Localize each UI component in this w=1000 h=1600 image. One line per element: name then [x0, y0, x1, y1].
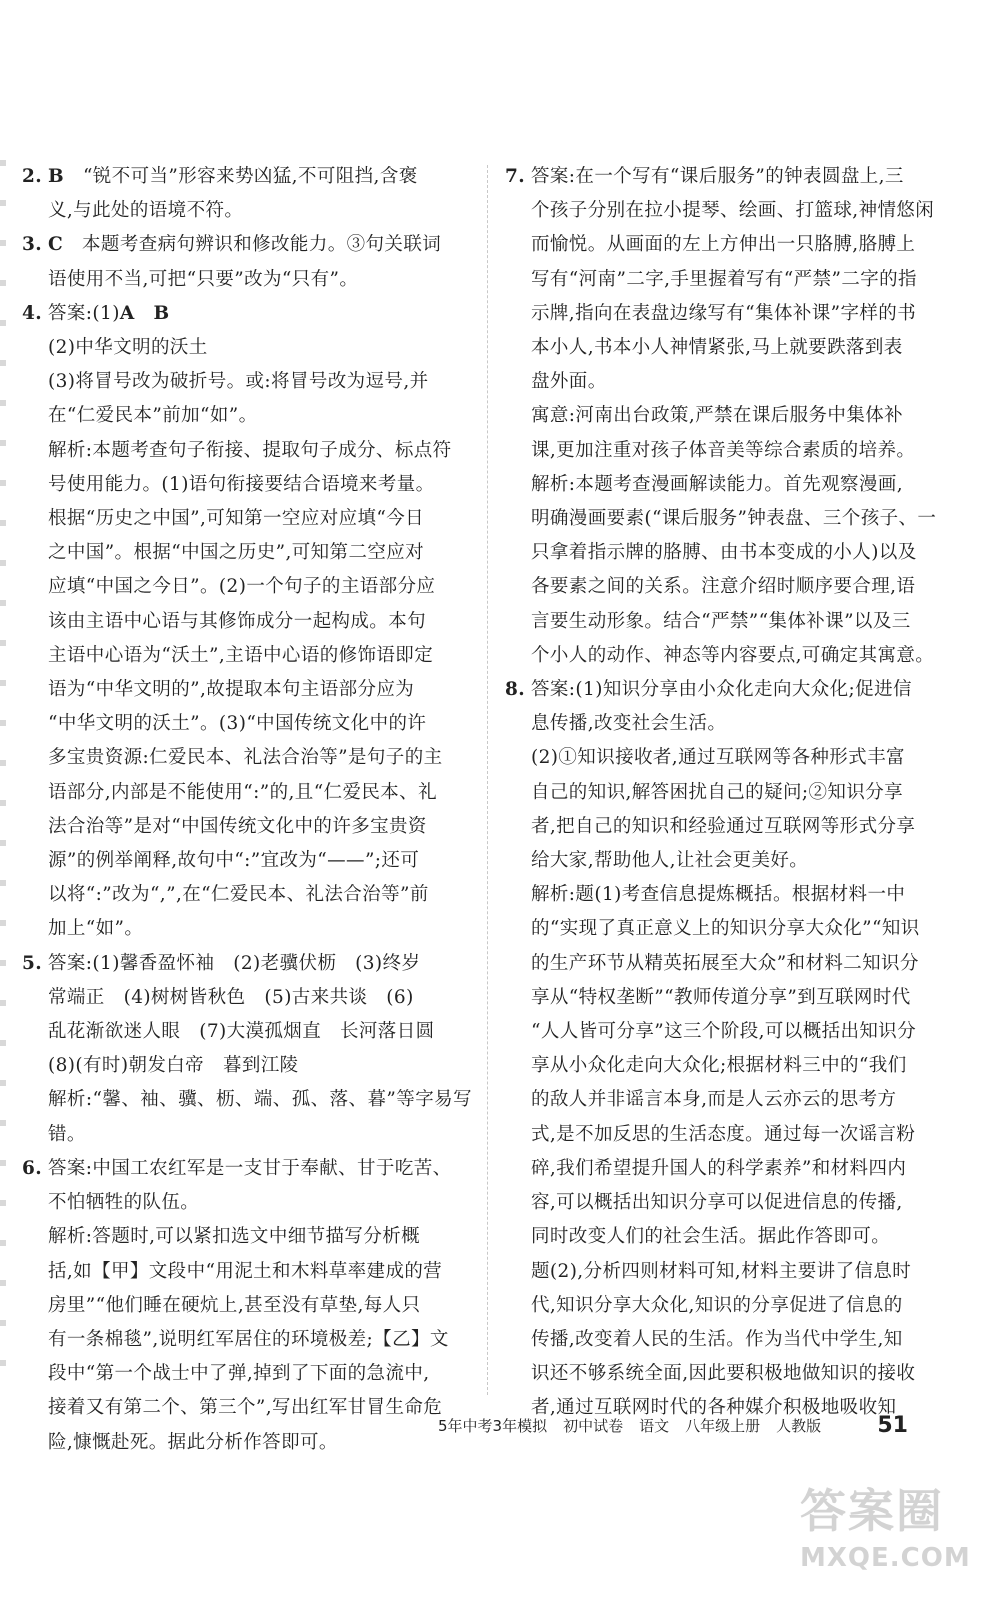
text-line: [22, 1289, 472, 1323]
line-text: 盘外面。: [531, 371, 607, 393]
text-line: [22, 399, 472, 433]
question-number: 2.: [22, 166, 43, 187]
text-line: [505, 947, 965, 981]
text-line: [505, 844, 965, 878]
text-line: [22, 297, 472, 331]
text-line: [22, 263, 472, 297]
line-text: “锐不可当”形容来势凶猛,不可阻挡,含褒: [82, 166, 418, 187]
footer-grade: 八年级上册: [685, 1416, 761, 1435]
line-text: 主语中心语为“沃土”,主语中心语的修饰语即定: [48, 644, 434, 666]
page-footer: [438, 1410, 908, 1440]
line-text: 者,把自己的知识和经验通过互联网等形式分享: [531, 815, 916, 837]
line-text: 解析:本题考查句子衔接、提取句子成分、标点符: [48, 439, 452, 461]
line-text: 传播,改变着人民的生活。作为当代中学生,知: [531, 1328, 903, 1350]
watermark-en: MXQE.COM: [800, 1543, 971, 1573]
question-number: 8.: [505, 679, 526, 701]
line-text: 示牌,指向在表盘边缘写有“集体补课”字样的书: [531, 302, 917, 324]
text-line: [22, 810, 472, 844]
text-line: [505, 1152, 965, 1186]
text-line: [505, 570, 965, 604]
line-text: 寓意:河南出台政策,严禁在课后服务中集体补: [531, 405, 904, 427]
line-text: 源”的例举阐释,故句中“:”宜改为“——”;还可: [48, 850, 420, 872]
text-line: [505, 776, 965, 810]
line-text: 不怕牺牲的队伍。: [48, 1192, 200, 1214]
line-text: 段中“第一个战士中了弹,掉到了下面的急流中,: [48, 1363, 430, 1385]
text-line: [22, 160, 472, 194]
line-text: 而愉悦。从画面的左上方伸出一只胳膊,胳膊上: [531, 234, 916, 256]
text-line: [505, 1255, 965, 1289]
line-text: 答案:(1)知识分享由小众化走向大众化;促进信: [531, 679, 912, 701]
text-line: [22, 707, 472, 741]
line-text: 答案:在一个写有“课后服务”的钟表圆盘上,三: [531, 166, 904, 187]
text-line: [505, 741, 965, 775]
line-text: 在“仁爱民本”前加“如”。: [48, 405, 258, 427]
text-line: [22, 1083, 472, 1151]
text-line: [22, 1323, 472, 1357]
text-line: [505, 981, 965, 1015]
line-text: 言要生动形象。结合“严禁”“集体补课”以及三: [531, 610, 911, 632]
line-text: 本题考查病句辨识和修改能力。③句关联词: [82, 234, 442, 256]
left-column: [22, 160, 472, 1460]
line-text: 享从小众化走向大众化;根据材料三中的“我们: [531, 1055, 907, 1077]
text-line: [22, 981, 472, 1015]
text-line: [505, 297, 965, 331]
text-line: [22, 468, 472, 502]
binding-edge: [0, 160, 6, 1400]
page-number: 51: [877, 1412, 908, 1438]
text-line: [505, 399, 965, 433]
line-text: 该由主语中心语与其修饰成分一起构成。本句: [48, 610, 427, 632]
line-text: 常端正 (4)树树皆秋色 (5)古来共谈 (6): [48, 986, 414, 1008]
line-text: 的敌人并非谣言本身,而是人云亦云的思考方: [531, 1089, 897, 1111]
line-text: 加上“如”。: [48, 918, 144, 940]
line-text: 明确漫画要素(“课后服务”钟表盘、三个孩子、一: [531, 508, 937, 530]
line-text: 解析:答题时,可以紧扣选文中细节描写分析概: [48, 1226, 421, 1248]
line-text: 解析:题(1)考查信息提炼概括。根据材料一中: [531, 884, 906, 906]
text-line: [22, 228, 472, 262]
text-line: [505, 1049, 965, 1083]
answer-option: A B: [119, 302, 170, 324]
text-line: [505, 263, 965, 297]
text-line: [505, 160, 965, 194]
text-line: [22, 878, 472, 912]
line-text: 括,如【甲】文段中“用泥土和木料草率建成的营: [48, 1260, 443, 1282]
line-text: 课,更加注重对孩子体音美等综合素质的培养。: [531, 439, 916, 461]
line-text: 根据“历史之中国”,可知第一空应对应填“今日: [48, 508, 425, 530]
question-number: 4.: [22, 302, 43, 324]
watermark-cn: 答案圈: [800, 1484, 944, 1538]
line-text: 接着又有第二个、第三个”,写出红军甘冒生命危: [48, 1397, 443, 1419]
text-line: [505, 1323, 965, 1357]
text-line: [505, 673, 965, 707]
line-text: 的生产环节从精英拓展至大众”和材料二知识分: [531, 952, 919, 974]
line-text: 答案:(1): [48, 302, 120, 324]
line-text: 各要素之间的关系。注意介绍时顺序要合理,语: [531, 576, 916, 598]
line-text: 享从“特权垄断”“教师传道分享”到互联网时代: [531, 986, 911, 1008]
question-number: 5.: [22, 952, 43, 974]
line-text: 题(2),分析四则材料可知,材料主要讲了信息时: [531, 1260, 912, 1282]
text-line: [505, 1357, 965, 1391]
line-text: 应填“中国之今日”。(2)一个句子的主语部分应: [48, 576, 436, 598]
line-text: 以将“:”改为“,”,在“仁爱民本、礼法合治等”前: [48, 884, 429, 906]
text-line: [505, 639, 965, 673]
text-line: [22, 434, 472, 468]
text-line: [22, 502, 472, 536]
text-line: [22, 605, 472, 639]
text-line: [505, 502, 965, 536]
text-line: [22, 1357, 472, 1391]
text-line: [22, 639, 472, 673]
text-line: [505, 810, 965, 844]
answer-option: C: [48, 234, 64, 256]
line-text: 解析:本题考查漫画解读能力。首先观察漫画,: [531, 473, 904, 495]
text-line: [22, 536, 472, 570]
line-text: 多宝贵资源:仁爱民本、礼法合治等”是句子的主: [48, 747, 443, 769]
text-line: [505, 365, 965, 399]
line-text: 个孩子分别在拉小提琴、绘画、打篮球,神情悠闲: [531, 200, 935, 222]
line-text: 乱花渐欲迷人眼 (7)大漠孤烟直 长河落日圆: [48, 1021, 435, 1043]
line-text: 解析:“馨、袖、骥、枥、端、孤、落、暮”等字易写错。: [48, 1089, 472, 1145]
line-text: 的“实现了真正意义上的知识分享大众化”“知识: [531, 918, 920, 940]
text-line: [505, 228, 965, 262]
line-text: 本小人,书本小人神情紧张,马上就要跌落到表: [531, 337, 903, 359]
question-number: 7.: [505, 166, 526, 187]
line-text: “中华文明的沃土”。(3)“中国传统文化中的许: [48, 713, 427, 735]
text-line: [22, 776, 472, 810]
text-line: [22, 331, 472, 365]
footer-series: 5年中考3年模拟: [438, 1416, 548, 1435]
text-line: [505, 707, 965, 741]
text-line: [22, 1391, 472, 1425]
footer-type: 初中试卷: [563, 1416, 624, 1435]
line-text: 自己的知识,解答困扰自己的疑问;②知识分享: [531, 781, 904, 803]
line-text: 法合治等”是对“中国传统文化中的许多宝贵资: [48, 815, 427, 837]
footer-subject: 语文: [639, 1416, 670, 1435]
line-text: 之中国”。根据“中国之历史”,可知第二空应对: [48, 542, 425, 564]
text-line: [22, 844, 472, 878]
line-text: 者,通过互联网时代的各种媒介积极地吸收知: [531, 1397, 897, 1419]
text-line: [505, 1083, 965, 1117]
line-text: 语使用不当,可把“只要”改为“只有”。: [48, 268, 359, 290]
line-text: 只拿着指示牌的胳膊、由书本变成的小人)以及: [531, 542, 917, 564]
right-column: [505, 160, 965, 1426]
text-line: [22, 1015, 472, 1049]
text-line: [22, 741, 472, 775]
text-line: [505, 912, 965, 946]
line-text: 给大家,帮助他人,让社会更美好。: [531, 850, 809, 872]
text-line: [22, 1049, 472, 1083]
line-text: 碎,我们希望提升国人的科学素养”和材料四内: [531, 1157, 907, 1179]
line-text: 答案:(1)馨香盈怀袖 (2)老骥伏枥 (3)终岁: [48, 952, 421, 974]
text-line: [505, 1220, 965, 1254]
line-text: (2)中华文明的沃土: [48, 337, 208, 359]
line-text: 语部分,内部是不能使用“:”的,且“仁爱民本、礼: [48, 781, 437, 803]
text-line: [505, 194, 965, 228]
line-text: (8)(有时)朝发白帝 暮到江陵: [48, 1055, 299, 1077]
line-text: 式,是不加反思的生活态度。通过每一次谣言粉: [531, 1123, 916, 1145]
line-text: 个小人的动作、神态等内容要点,可确定其寓意。: [531, 644, 935, 666]
text-line: [22, 947, 472, 981]
text-line: [22, 194, 472, 228]
text-line: [22, 912, 472, 946]
line-text: 同时改变人们的社会生活。据此作答即可。: [531, 1226, 891, 1248]
text-line: [505, 1015, 965, 1049]
line-text: 语为“中华文明的”,故提取本句主语部分应为: [48, 679, 415, 701]
footer-edition: 人教版: [776, 1416, 822, 1435]
line-text: 识还不够系统全面,因此要积极地做知识的接收: [531, 1363, 916, 1385]
text-line: [505, 536, 965, 570]
line-text: 息传播,改变社会生活。: [531, 713, 727, 735]
text-line: [22, 1186, 472, 1220]
text-line: [22, 1255, 472, 1289]
text-line: [22, 1426, 472, 1460]
line-text: 容,可以概括出知识分享可以促进信息的传播,: [531, 1192, 903, 1214]
line-text: 答案:中国工农红军是一支甘于奉献、甘于吃苦、: [48, 1157, 452, 1179]
line-text: 有一条棉毯”,说明红军居住的环境极差;【乙】文: [48, 1328, 449, 1350]
watermark-logo: [800, 1475, 990, 1595]
text-line: [505, 878, 965, 912]
text-line: [22, 1220, 472, 1254]
text-line: [505, 468, 965, 502]
column-divider: [487, 165, 488, 1395]
text-line: [22, 1152, 472, 1186]
line-text: (3)将冒号改为破折号。或:将冒号改为逗号,并: [48, 371, 429, 393]
text-line: [22, 365, 472, 399]
line-text: 写有“河南”二字,手里握着写有“严禁”二字的指: [531, 268, 917, 290]
line-text: 义,与此处的语境不符。: [48, 200, 244, 222]
text-line: [505, 1186, 965, 1220]
line-text: “人人皆可分享”这三个阶段,可以概括出知识分: [531, 1021, 917, 1043]
text-line: [505, 605, 965, 639]
line-text: 险,慷慨赴死。据此分析作答即可。: [48, 1431, 338, 1453]
question-number: 6.: [22, 1157, 43, 1179]
question-number: 3.: [22, 234, 43, 256]
text-line: [505, 331, 965, 365]
text-line: [505, 1289, 965, 1323]
line-text: (2)①知识接收者,通过互联网等各种形式丰富: [531, 747, 905, 769]
text-line: [22, 673, 472, 707]
answer-option: B: [48, 166, 65, 187]
line-text: 房里”“他们睡在硬炕上,甚至没有草垫,每人只: [48, 1294, 421, 1316]
line-text: 号使用能力。(1)语句衔接要结合语境来考量。: [48, 473, 435, 495]
text-line: [505, 434, 965, 468]
text-line: [505, 1118, 965, 1152]
line-text: 代,知识分享大众化,知识的分享促进了信息的: [531, 1294, 903, 1316]
text-line: [22, 570, 472, 604]
